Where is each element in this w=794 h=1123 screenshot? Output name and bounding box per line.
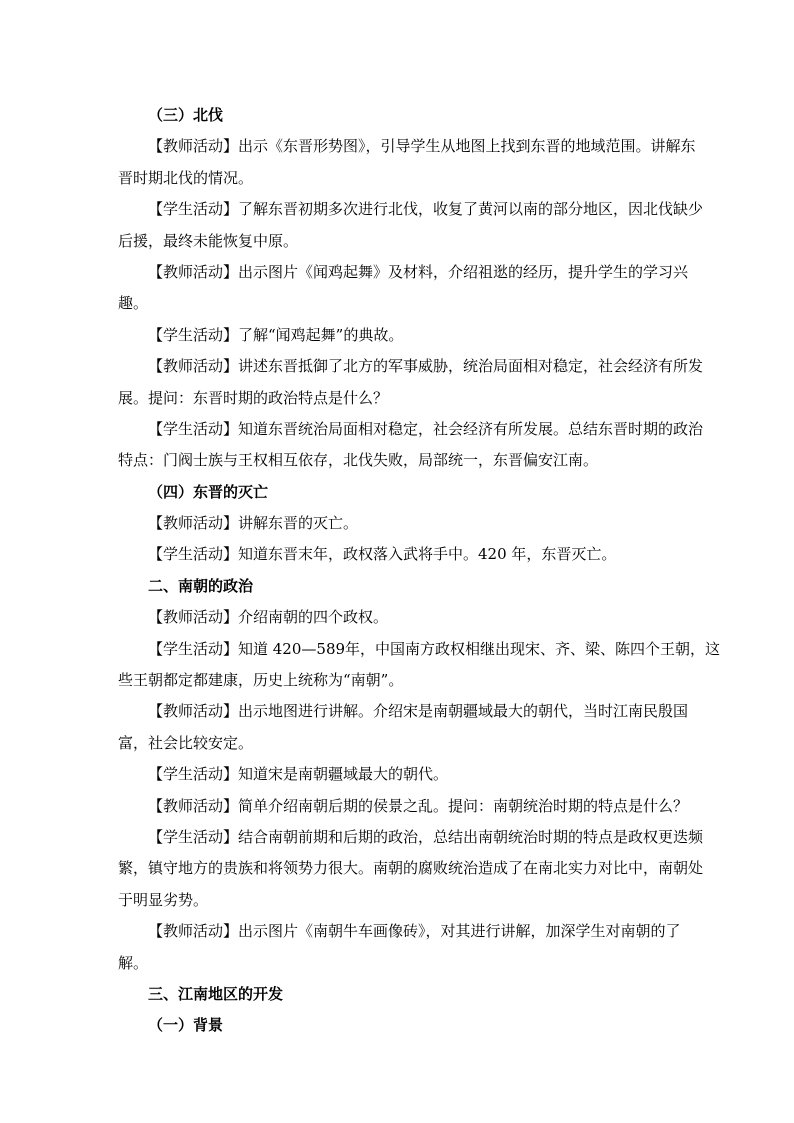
paragraph-line: 趣。 bbox=[118, 294, 149, 313]
paragraph-line: 【学生活动】结合南朝前期和后期的政治，总结出南朝统治时期的特点是政权更迭频 bbox=[148, 827, 704, 846]
paragraph-line: 特点：门阀士族与王权相互依存，北伐失败，局部统一，东晋偏安江南。 bbox=[118, 451, 599, 470]
paragraph-line: 【教师活动】出示图片《南朝牛车画像砖》，对其进行讲解，加深学生对南朝的了 bbox=[148, 922, 681, 941]
paragraph-line: 繁，镇守地方的贵族和将领势力很大。南朝的腐败统治造成了在南北实力对比中，南朝处 bbox=[118, 859, 704, 878]
paragraph-line: 【教师活动】出示图片《闻鸡起舞》及材料，介绍祖逖的经历，提升学生的学习兴 bbox=[148, 262, 689, 281]
paragraph-line: 展。提问：东晋时期的政治特点是什么？ bbox=[118, 388, 389, 407]
section-heading: 二、南朝的政治 bbox=[148, 576, 254, 595]
paragraph-line: 【学生活动】知道宋是南朝疆域最大的朝代。 bbox=[148, 765, 449, 784]
section-heading: （四）东晋的灭亡 bbox=[148, 482, 269, 501]
paragraph-line: 【学生活动】知道 420—589年，中国南方政权相继出现宋、齐、梁、陈四个王朝，这 bbox=[148, 639, 721, 658]
paragraph-line: 【学生活动】知道东晋统治局面相对稳定，社会经济有所发展。总结东晋时期的政治 bbox=[148, 419, 704, 438]
section-heading: （三）北伐 bbox=[148, 106, 224, 124]
paragraph-line: 【教师活动】讲述东晋抵御了北方的军事威胁，统治局面相对稳定，社会经济有所发 bbox=[148, 357, 704, 376]
paragraph-line: 些王朝都定都建康，历史上统称为“南朝”。 bbox=[118, 671, 404, 690]
paragraph-line: 晋时期北伐的情况。 bbox=[118, 168, 254, 187]
document-body bbox=[118, 100, 721, 1042]
paragraph-line: 于明显劣势。 bbox=[118, 890, 209, 909]
paragraph-line: 富，社会比较安定。 bbox=[118, 733, 254, 752]
paragraph-line: 【学生活动】了解“闻鸡起舞”的典故。 bbox=[148, 325, 404, 344]
paragraph-line: 【教师活动】出示地图进行讲解。介绍宋是南朝疆域最大的朝代，当时江南民殷国 bbox=[148, 702, 689, 721]
paragraph-line: 【学生活动】了解东晋初期多次进行北伐，收复了黄河以南的部分地区，因北伐缺少 bbox=[148, 200, 704, 219]
paragraph-line: 【教师活动】出示《东晋形势图》，引导学生从地图上找到东晋的地域范围。讲解东 bbox=[148, 137, 696, 156]
paragraph-line: 【教师活动】讲解东晋的灭亡。 bbox=[148, 514, 359, 533]
paragraph-line: 【学生活动】知道东晋末年，政权落入武将手中。420 年，东晋灭亡。 bbox=[148, 545, 617, 564]
section-heading: 三、江南地区的开发 bbox=[148, 984, 284, 1003]
paragraph-line: 解。 bbox=[118, 953, 149, 972]
paragraph-line: 【教师活动】简单介绍南朝后期的侯景之乱。提问：南朝统治时期的特点是什么？ bbox=[148, 796, 689, 815]
section-heading: （一）背景 bbox=[148, 1016, 224, 1035]
paragraph-line: 【教师活动】介绍南朝的四个政权。 bbox=[148, 608, 389, 627]
paragraph-line: 后援，最终未能恢复中原。 bbox=[118, 231, 299, 250]
